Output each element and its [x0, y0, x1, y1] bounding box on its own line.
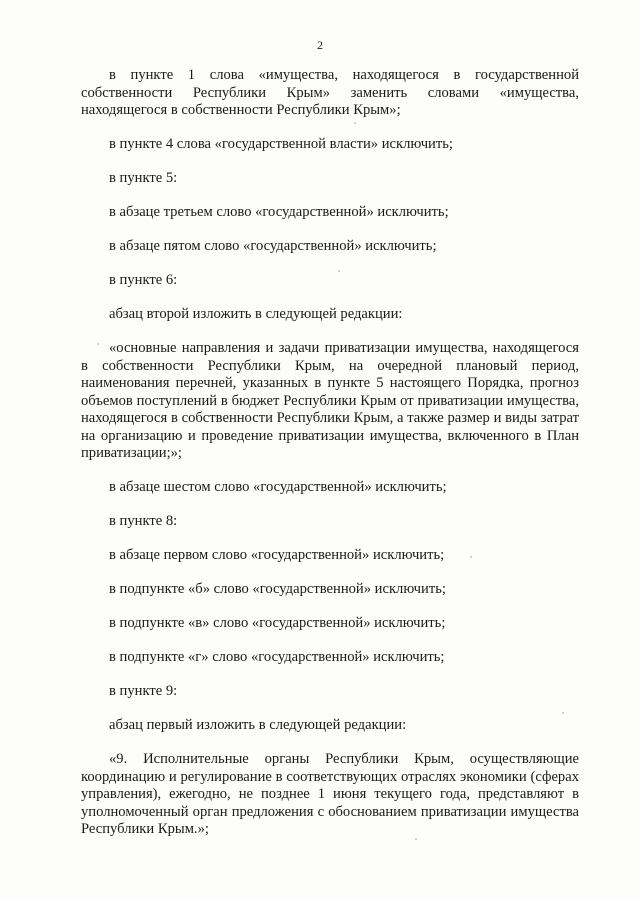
paragraph-item-9-new-text: «9. Исполнительные органы Республики Крым, осуществляющие координацию и регулирование в соответствующих отраслях экономики (сферах управления), ежегодно, не позднее 1 июня текущего года, представляют в уполномоченный орган предложения с обоснованием приватизации имущества Республики Крым.»;: [81, 751, 579, 837]
paragraph-item-9-first-clause-intro: абзац первый изложить в следующей редакции:: [109, 717, 407, 733]
scan-speck: [354, 122, 356, 124]
scan-speck: [97, 343, 99, 345]
scan-speck: [562, 712, 564, 714]
document-body: [81, 67, 579, 839]
paragraph-item-4-amendment: в пункте 4 слова «государственной власти» исключить;: [109, 136, 453, 152]
scan-speck: [470, 556, 472, 558]
paragraph-item-5-third-clause: в абзаце третьем слово «государственной» исключить;: [109, 204, 449, 220]
paragraph-item-1-amendment: в пункте 1 слова «имущества, находящегося в государственной собственности Республики Крым» заменить словами «имущества, находящегося в собственности Республики Крым»;: [81, 67, 579, 118]
paragraph-item-6-new-text: «основные направления и задачи приватизации имущества, находящегося в собственности Республики Крым, на очередной плановый период, наименования перечней, указанных в пункте 5 настоящего Порядка, прогноз объемов поступлений в бюджет Республики Крым от приватизации имущества, находящегося в собственности Республики Крым, а также размер и виды затрат на организацию и проведение приватизации имущества, включенного в План приватизации;»;: [81, 340, 579, 461]
scan-speck: [415, 838, 417, 840]
paragraph-item-8-subitem-g: в подпункте «г» слово «государственной» исключить;: [109, 649, 445, 665]
scan-speck: [338, 270, 340, 272]
paragraph-item-8-subitem-v: в подпункте «в» слово «государственной» исключить;: [109, 615, 446, 631]
paragraph-item-8-heading: в пункте 8:: [109, 513, 178, 529]
paragraph-item-8-subitem-b: в подпункте «б» слово «государственной» исключить;: [109, 581, 446, 597]
paragraph-item-5-fifth-clause: в абзаце пятом слово «государственной» исключить;: [109, 238, 437, 254]
paragraph-item-9-heading: в пункте 9:: [109, 683, 178, 699]
page-number: 2: [317, 38, 323, 52]
paragraph-item-6-sixth-clause: в абзаце шестом слово «государственной» исключить;: [109, 479, 447, 495]
paragraph-item-6-second-clause-intro: абзац второй изложить в следующей редакции:: [109, 306, 403, 322]
paragraph-item-8-first-clause: в абзаце первом слово «государственной» исключить;: [109, 547, 445, 563]
paragraph-item-6-heading: в пункте 6:: [109, 272, 178, 288]
paragraph-item-5-heading: в пункте 5:: [109, 170, 178, 186]
